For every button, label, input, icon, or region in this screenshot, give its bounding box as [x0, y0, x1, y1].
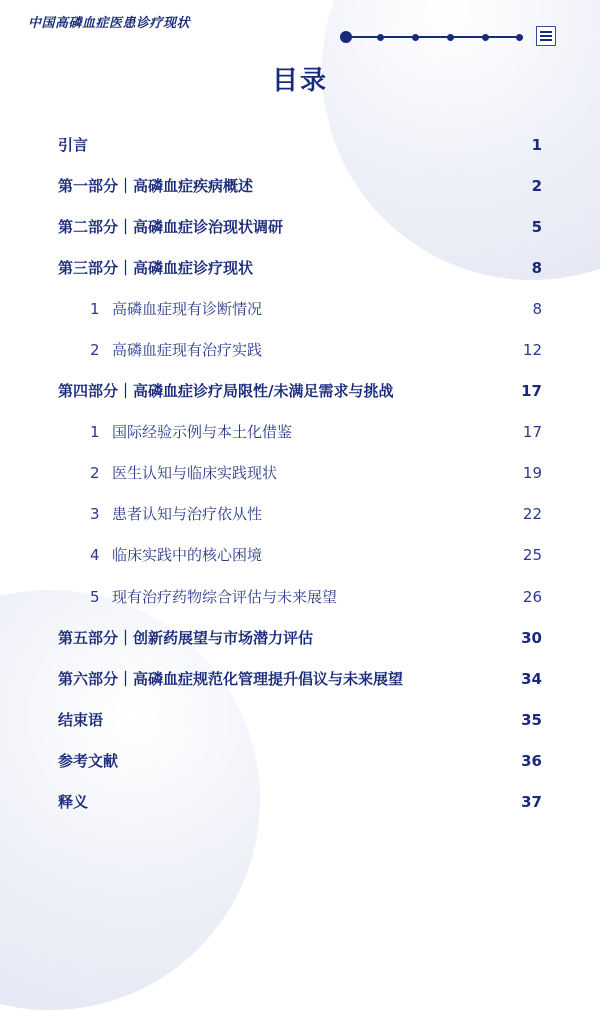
toc-item-main[interactable]	[58, 790, 542, 814]
toc-item-label: 患者认知与治疗依从性	[112, 505, 263, 523]
toc-item-number: 4	[90, 546, 100, 564]
toc-item-label: 高磷血症现有治疗实践	[112, 341, 263, 359]
progress-dot-active	[340, 31, 352, 43]
toc-item-label: 第三部分｜高磷血症诊疗现状	[58, 259, 254, 277]
toc-item-main[interactable]	[58, 379, 542, 403]
toc-item-label: 高磷血症现有诊断情况	[112, 300, 263, 318]
toc-item-sub[interactable]	[58, 502, 542, 526]
toc-item-page: 1	[531, 136, 542, 154]
toc-item-label: 第六部分｜高磷血症规范化管理提升倡议与未来展望	[58, 670, 404, 688]
toc-item-page: 2	[531, 177, 542, 195]
toc-item-main[interactable]	[58, 708, 542, 732]
toc-item-number: 3	[90, 505, 100, 523]
toc-item-sub[interactable]	[58, 297, 542, 321]
toc-item-sub[interactable]	[58, 585, 542, 609]
progress-dot	[516, 34, 523, 41]
toc-item-page: 17	[522, 423, 542, 441]
page-title: 目录	[271, 66, 328, 96]
progress-dot	[412, 34, 419, 41]
brand-title: 中国高磷血症医患诊疗现状	[28, 16, 191, 31]
toc-item-main[interactable]	[58, 215, 542, 239]
toc-item-page: 37	[521, 793, 542, 811]
toc-item-main[interactable]	[58, 749, 542, 773]
toc-item-label: 引言	[58, 136, 89, 154]
toc-item-label: 现有治疗药物综合评估与未来展望	[112, 588, 338, 606]
progress-dot	[447, 34, 454, 41]
toc-item-sub[interactable]	[58, 338, 542, 362]
toc-item-label: 第二部分｜高磷血症诊治现状调研	[58, 218, 284, 236]
toc-item-main[interactable]	[58, 256, 542, 280]
toc-item-page: 30	[521, 629, 542, 647]
toc-item-number: 5	[90, 588, 100, 606]
toc-item-number: 2	[90, 341, 100, 359]
toc-item-page: 36	[521, 752, 542, 770]
toc-item-label: 结束语	[58, 711, 104, 729]
menu-icon[interactable]	[536, 26, 556, 46]
toc-item-main[interactable]	[58, 133, 542, 157]
toc-item-main[interactable]	[58, 667, 542, 691]
progress-dot	[482, 34, 489, 41]
toc-item-page: 25	[522, 546, 542, 564]
toc-item-sub[interactable]	[58, 461, 542, 485]
toc-item-page: 26	[522, 588, 542, 606]
toc-item-label: 医生认知与临床实践现状	[112, 464, 278, 482]
toc-item-label: 第一部分｜高磷血症疾病概述	[58, 177, 254, 195]
toc-item-number: 2	[90, 464, 100, 482]
toc-item-number: 1	[90, 423, 100, 441]
toc-item-page: 22	[522, 505, 542, 523]
toc-item-page: 35	[521, 711, 542, 729]
toc-item-label: 国际经验示例与本土化借鉴	[112, 423, 293, 441]
toc-item-label: 参考文献	[58, 752, 119, 770]
toc-item-label: 第五部分｜创新药展望与市场潜力评估	[58, 629, 314, 647]
toc-item-main[interactable]	[58, 626, 542, 650]
toc-item-label: 第四部分｜高磷血症诊疗局限性/未满足需求与挑战	[58, 382, 394, 400]
toc-item-page: 5	[531, 218, 542, 236]
decorative-progress-line	[340, 36, 523, 38]
toc-item-page: 34	[521, 670, 542, 688]
toc-item-sub[interactable]	[58, 420, 542, 444]
progress-dot	[377, 34, 384, 41]
toc-item-page: 19	[522, 464, 542, 482]
toc-item-page: 17	[521, 382, 542, 400]
toc-item-page: 12	[522, 341, 542, 359]
toc-item-main[interactable]	[58, 174, 542, 198]
toc-item-page: 8	[531, 259, 542, 277]
toc-item-label: 临床实践中的核心困境	[112, 546, 263, 564]
toc-item-label: 释义	[58, 793, 89, 811]
toc-item-page: 8	[532, 300, 542, 318]
toc-item-number: 1	[90, 300, 100, 318]
toc-item-sub[interactable]	[58, 543, 542, 567]
